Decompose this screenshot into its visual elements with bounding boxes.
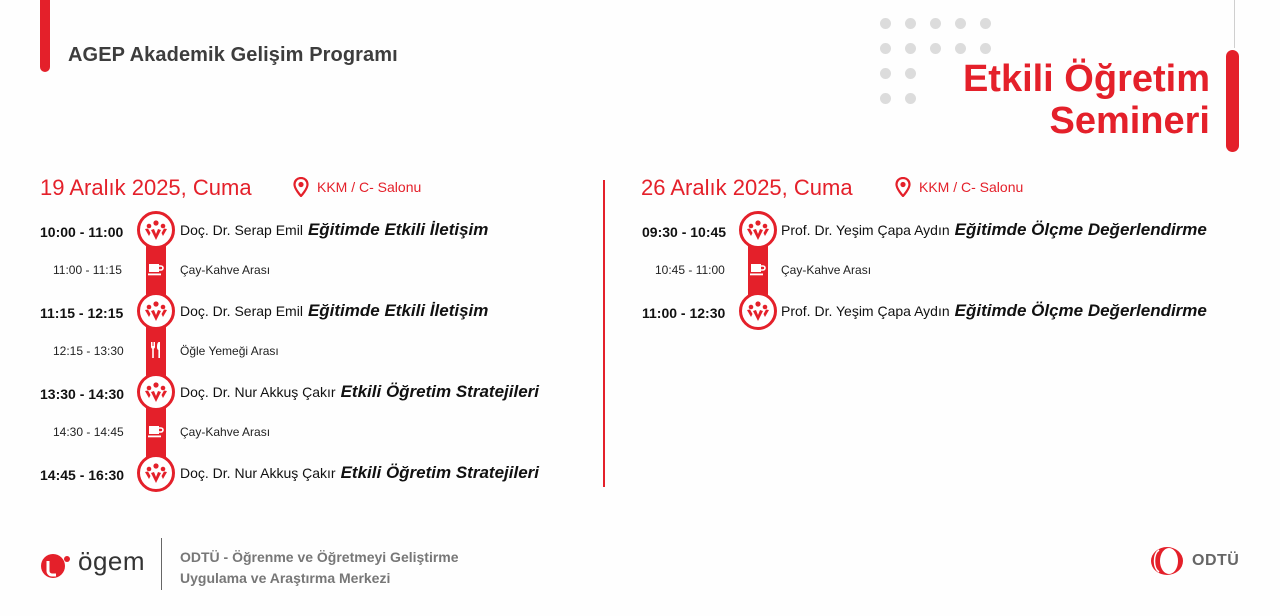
session-time: 09:30 - 10:45 (642, 224, 727, 240)
odtu-logo-mark (1149, 546, 1185, 581)
center-name-line1: ODTÜ - Öğrenme ve Öğretmeyi Geliştirme (180, 549, 459, 565)
session-speaker (180, 463, 539, 483)
session-node (137, 292, 175, 330)
break-time: 14:30 - 14:45 (53, 425, 124, 439)
people-icon (742, 214, 774, 246)
speaker-name: Prof. Dr. Yeşim Çapa Aydın (781, 222, 950, 238)
day1-date: 19 Aralık 2025, Cuma (40, 175, 252, 200)
break-time: 10:45 - 11:00 (655, 263, 725, 277)
map-pin-icon (895, 177, 911, 197)
break-label: Çay-Kahve Arası (180, 425, 271, 439)
ogem-logo-mark (40, 548, 76, 589)
speaker-name: Prof. Dr. Yeşim Çapa Aydın (781, 303, 950, 319)
session-topic: Eğitimde Ölçme Değerlendirme (954, 301, 1207, 320)
session-time: 14:45 - 16:30 (40, 467, 125, 483)
day1-location (293, 177, 421, 197)
decorative-line (1234, 0, 1235, 48)
coffee-cup-icon (146, 259, 166, 279)
session-time: 11:00 - 12:30 (642, 305, 726, 321)
fork-knife-icon (146, 340, 166, 360)
session-topic: Eğitimde Etkili İletişim (307, 301, 489, 320)
coffee-cup-icon (748, 259, 768, 279)
break-time: 12:15 - 13:30 (53, 344, 124, 358)
session-node (137, 211, 175, 249)
day2-location-label: KKM / C- Salonu (919, 179, 1024, 195)
ogem-logo-icon (40, 548, 76, 584)
center-name (180, 547, 459, 589)
day1-location-label: KKM / C- Salonu (317, 179, 422, 195)
session-node (739, 292, 777, 330)
seminar-title (963, 58, 1210, 142)
session-node (137, 373, 175, 411)
speaker-name: Doç. Dr. Serap Emil (180, 222, 303, 238)
seminar-title-line1: Etkili Öğretim (962, 58, 1210, 100)
session-time: 11:15 - 12:15 (40, 305, 124, 321)
session-speaker (180, 382, 539, 402)
column-divider (603, 180, 605, 487)
session-speaker (180, 220, 488, 240)
people-icon (140, 295, 172, 327)
session-topic: Eğitimde Ölçme Değerlendirme (954, 220, 1207, 239)
break-label: Çay-Kahve Arası (781, 263, 872, 277)
coffee-cup-icon (146, 421, 166, 441)
speaker-name: Doç. Dr. Nur Akkuş Çakır (180, 384, 336, 400)
center-name-line2: Uygulama ve Araştırma Merkezi (180, 570, 391, 586)
people-icon (140, 457, 172, 489)
session-node (137, 454, 175, 492)
session-speaker (180, 301, 488, 321)
day2-location (895, 177, 1023, 197)
session-time: 10:00 - 11:00 (40, 224, 124, 240)
people-icon (742, 295, 774, 327)
session-speaker (781, 301, 1207, 321)
session-time: 13:30 - 14:30 (40, 386, 125, 402)
odtu-logo-icon (1149, 546, 1185, 576)
day2-date: 26 Aralık 2025, Cuma (641, 175, 853, 200)
break-label: Öğle Yemeği Arası (180, 344, 279, 358)
break-label: Çay-Kahve Arası (180, 263, 271, 277)
footer-separator (161, 538, 162, 590)
people-icon (140, 214, 172, 246)
header-accent-bar (40, 0, 50, 72)
speaker-name: Doç. Dr. Nur Akkuş Çakır (180, 465, 336, 481)
odtu-logo-text: ODTÜ (1192, 552, 1240, 569)
session-topic: Etkili Öğretim Stratejileri (340, 382, 539, 401)
session-speaker (781, 220, 1207, 240)
session-topic: Eğitimde Etkili İletişim (307, 220, 489, 239)
session-node (739, 211, 777, 249)
people-icon (140, 376, 172, 408)
speaker-name: Doç. Dr. Serap Emil (180, 303, 303, 319)
title-accent-bar (1226, 50, 1239, 152)
break-time: 11:00 - 11:15 (53, 263, 122, 277)
map-pin-icon (293, 177, 309, 197)
seminar-title-line2: Semineri (1049, 100, 1210, 142)
program-title: AGEP Akademik Gelişim Programı (68, 44, 398, 66)
session-topic: Etkili Öğretim Stratejileri (340, 463, 539, 482)
ogem-logo-text: ögem (78, 546, 146, 576)
